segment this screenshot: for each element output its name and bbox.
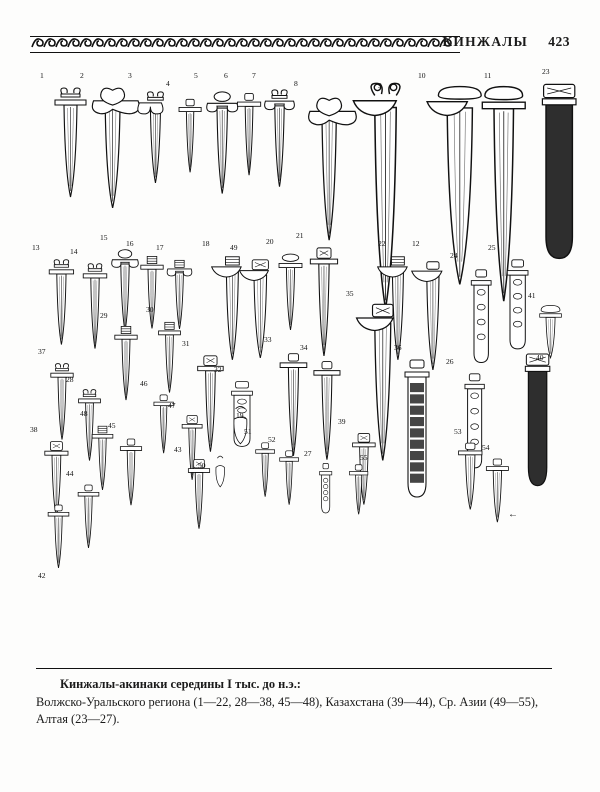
figure-drawing-23 [522, 82, 596, 273]
figure-number-40: 40 [536, 353, 544, 362]
figure-number-7: 7 [252, 71, 256, 80]
figure-drawing-7 [256, 88, 303, 198]
figure-caption [36, 676, 556, 729]
figure-23 [522, 82, 596, 273]
figure-number-29: 29 [100, 311, 108, 320]
figure-36 [388, 358, 446, 509]
figure-7 [256, 88, 303, 198]
figure-drawing-52 [272, 448, 306, 513]
figure-number-15: 15 [100, 233, 108, 242]
figure-number-27: 27 [304, 449, 312, 458]
figure-drawing-29 [106, 324, 146, 410]
running-head-title: КИНЖАЛЫ [442, 34, 528, 49]
figure-number-1: 1 [40, 71, 44, 80]
figure-number-6: 6 [224, 71, 228, 80]
illustration-plate [22, 62, 578, 652]
figure-drawing-36 [388, 358, 446, 509]
figure-52 [272, 448, 306, 513]
figure-number-47: 47 [168, 401, 176, 410]
figure-drawing-55 [342, 462, 375, 523]
figure-number-54: 54 [482, 443, 490, 452]
figure-number-52: 52 [268, 435, 276, 444]
figure-number-5: 5 [194, 71, 198, 80]
figure-number-44: 44 [66, 469, 74, 478]
figure-number-13: 13 [32, 243, 40, 252]
figure-number-30: 30 [146, 305, 154, 314]
figure-number-25: 25 [488, 243, 496, 252]
figure-number-21: 21 [296, 231, 304, 240]
caption-body: Волжско-Уральского региона (1—22, 28—38, 45—48), Казахстана (39—44), Ср. Азии (49—55), Алтая (23—27). [36, 694, 539, 727]
figure-drawing-42 [40, 502, 77, 577]
figure-number-43: 43 [174, 445, 182, 454]
figure-number-2: 2 [80, 71, 84, 80]
figure-number-35: 35 [346, 289, 354, 298]
figure-drawing-40 [508, 352, 567, 498]
figure-27 [308, 462, 343, 521]
figure-number-8: 8 [294, 79, 298, 88]
figure-number-31: 31 [182, 339, 190, 348]
figure-number-23: 23 [542, 67, 550, 76]
figure-number-39: 39 [338, 417, 346, 426]
figure-number-37: 37 [38, 347, 46, 356]
page-header [30, 34, 570, 56]
scale-arrow-icon: ← [508, 509, 518, 520]
figure-number-49: 49 [230, 243, 238, 252]
figure-number-26: 26 [446, 357, 454, 366]
caption-divider [36, 668, 552, 669]
figure-number-9: 9 [378, 81, 382, 90]
figure-number-16: 16 [126, 239, 134, 248]
figure-number-45: 45 [108, 421, 116, 430]
caption-title: Кинжалы-акинаки середины I тыс. до н.э.: [60, 677, 301, 691]
figure-number-51: 51 [244, 427, 252, 436]
figure-drawing-30 [150, 320, 189, 402]
figure-number-38: 38 [30, 425, 38, 434]
figure-number-20: 20 [266, 237, 274, 246]
figure-number-10: 10 [418, 71, 426, 80]
figure-number-3: 3 [128, 71, 132, 80]
figure-number-4: 4 [166, 79, 170, 88]
figure-number-34: 34 [300, 343, 308, 352]
figure-29 [106, 324, 146, 410]
figure-number-36: 36 [394, 343, 402, 352]
figure-number-32: 32 [214, 365, 222, 374]
figure-number-14: 14 [70, 247, 78, 256]
figure-number-33: 33 [264, 335, 272, 344]
figure-30 [150, 320, 189, 402]
figure-number-48: 48 [80, 409, 88, 418]
figure-number-55: 55 [360, 453, 368, 462]
figure-number-42: 42 [38, 571, 46, 580]
figure-40 [508, 352, 567, 498]
figure-number-22: 22 [378, 239, 386, 248]
figure-number-41: 41 [528, 291, 536, 300]
figure-number-19: 19 [236, 411, 244, 420]
page-number: 423 [548, 34, 570, 49]
figure-number-24: 24 [450, 251, 458, 260]
greek-wave-ornament-icon [30, 36, 460, 53]
figure-drawing-27 [308, 462, 343, 521]
figure-number-53: 53 [454, 427, 462, 436]
figure-number-11: 11 [484, 71, 492, 80]
figure-number-46: 46 [140, 379, 148, 388]
figure-number-12: 12 [412, 239, 420, 248]
figure-number-50: 50 [198, 461, 206, 470]
figure-55 [342, 462, 375, 523]
figure-number-17: 17 [156, 243, 164, 252]
figure-number-18: 18 [202, 239, 210, 248]
figure-42 [40, 502, 77, 577]
figure-number-28: 28 [66, 375, 74, 384]
